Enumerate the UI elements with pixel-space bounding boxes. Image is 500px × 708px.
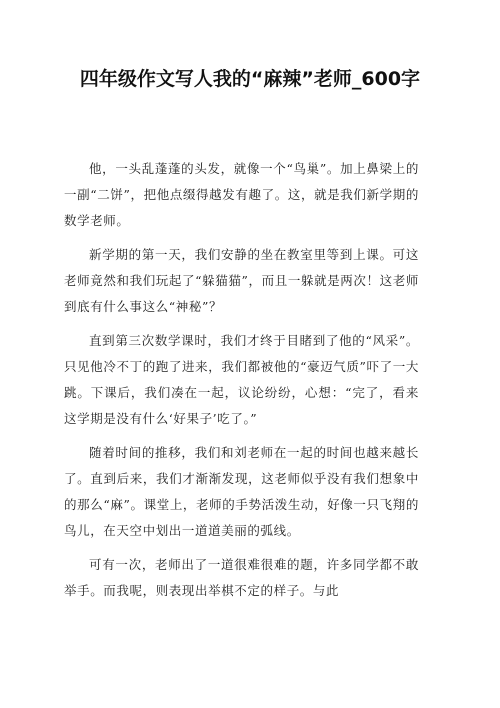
- paragraph: 直到第三次数学课时，我们才终于目睹到了他的“风采”。只见他冷不丁的跑了进来，我们都被他的“豪迈气质”吓了一大跳。下课后，我们凑在一起，议论纷纷，心想：“完了，看来这学期是没有什么‘好果子’吃了。”: [64, 333, 419, 426]
- paragraph: 他，一头乱蓬蓬的头发，就像一个“鸟巢”。加上鼻梁上的一副“二饼”，把他点缀得越发有趣了。这，就是我们新学期的数学老师。: [64, 161, 419, 228]
- paragraph: 新学期的第一天，我们安静的坐在教室里等到上课。可这老师竟然和我们玩起了“躲猫猫”，而且一躲就是两次！这老师到底有什么事这么“神秘”？: [64, 247, 419, 314]
- document-body: [64, 156, 419, 612]
- document-title: 四年级作文写人我的“麻辣”老师_600字: [79, 68, 421, 90]
- paragraph: 随着时间的推移，我们和刘老师在一起的时间也越来越长了。直到后来，我们才渐渐发现，这老师似乎没有我们想象中的那么“麻”。课堂上，老师的手势活泼生动，好像一只飞翔的鸟儿，在天空中划出一道道美丽的弧线。: [64, 445, 419, 538]
- paragraph: 可有一次，老师出了一道很难很难的题，许多同学都不敢举手。而我呢，则表现出举棋不定的样子。与此: [64, 557, 419, 598]
